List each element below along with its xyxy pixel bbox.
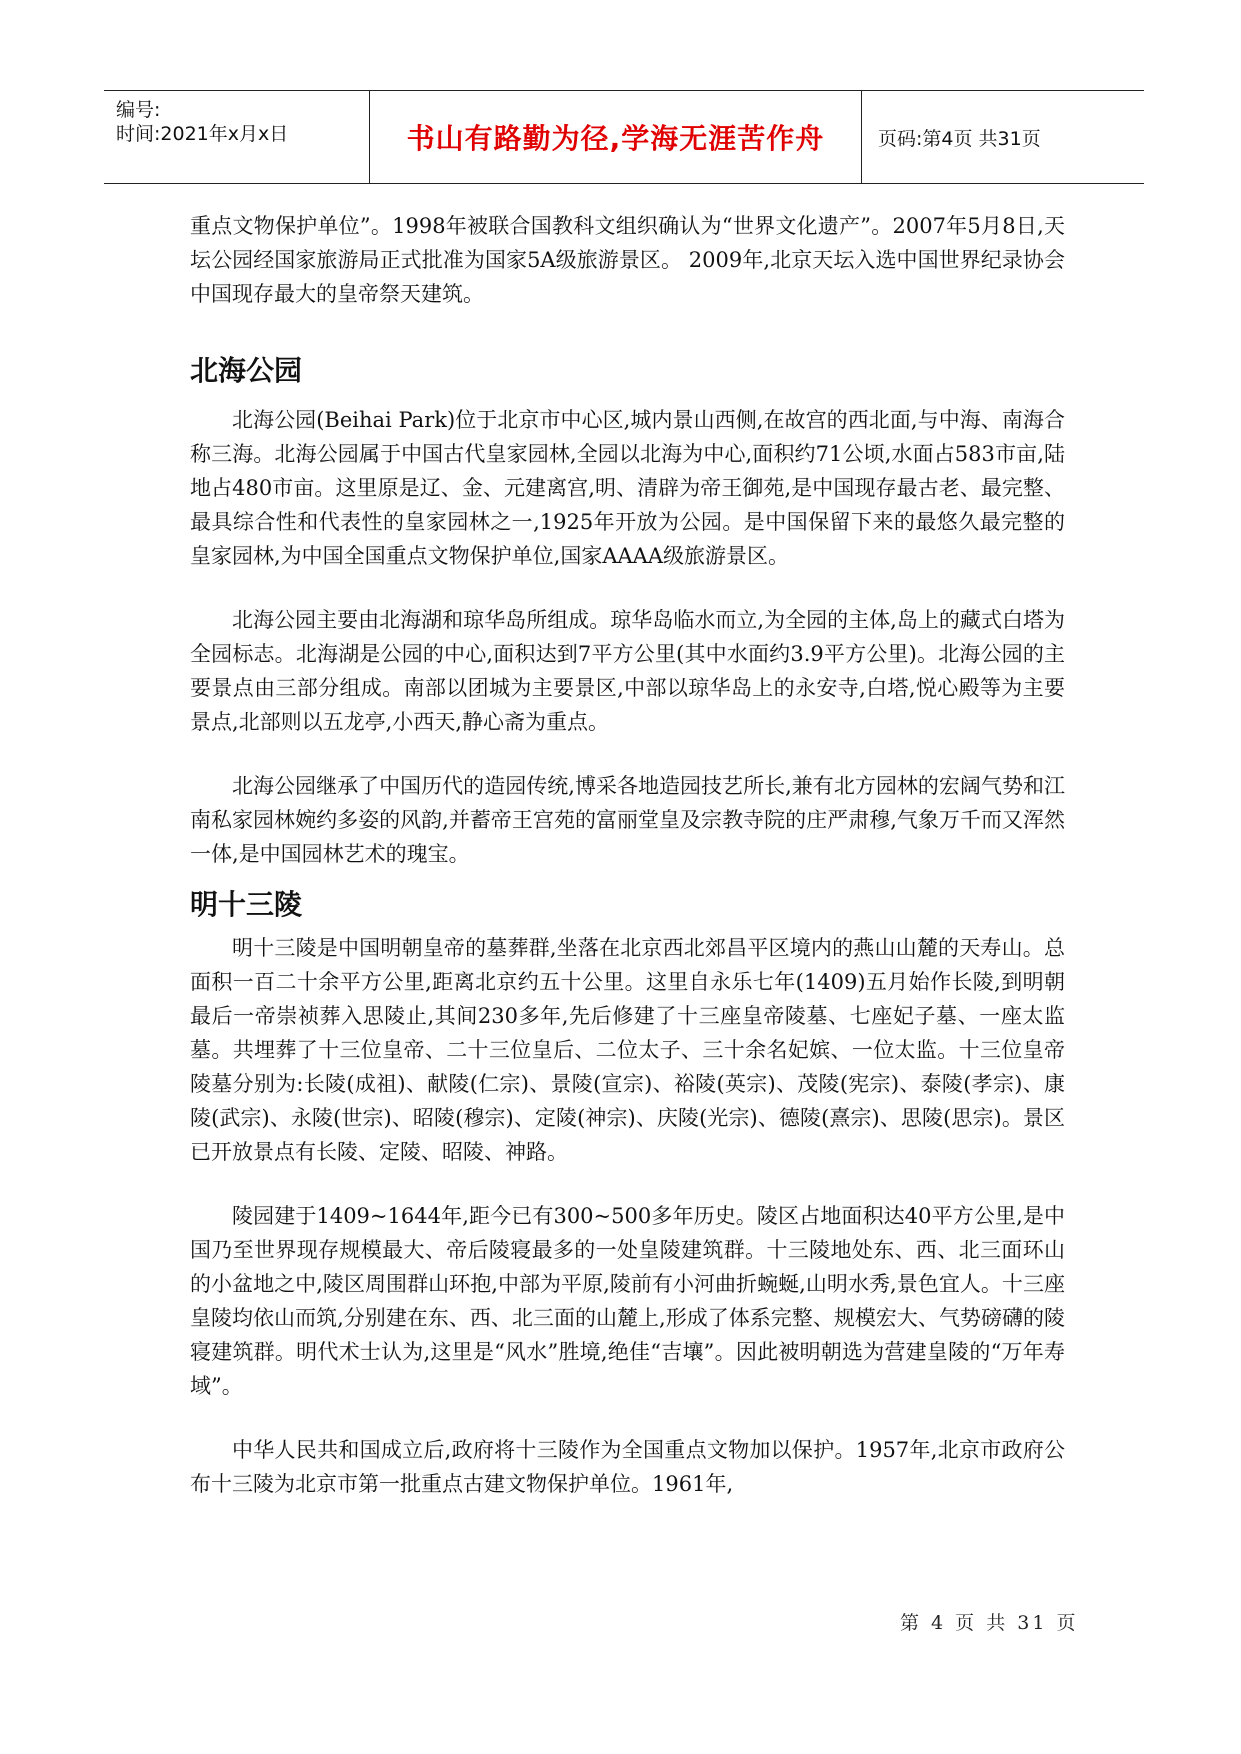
header-meta-cell (104, 91, 370, 183)
header-page-number: 页码:第4页 共31页 (878, 127, 1041, 150)
page-footer: 第 4 页 共 31 页 (900, 1612, 1079, 1634)
header-motto: 书山有路勤为径,学海无涯苦作舟 (406, 122, 825, 155)
beihai-paragraph-3: 北海公园继承了中国历代的造园传统,博采各地造园技艺所长,兼有北方园林的宏阔气势和江南私家园林婉约多姿的风韵,并蓄帝王宫苑的富丽堂皇及宗教寺院的庄严肃穆,气象万千而又浑然一体,是中国园林艺术的瑰宝。 (190, 774, 1065, 866)
intro-paragraph: 重点文物保护单位”。1998年被联合国教科文组织确认为“世界文化遗产”。2007年5月8日,天坛公园经国家旅游局正式批准为国家5A级旅游景区。 2009年,北京天坛入选中国世界纪录协会中国现存最大的皇帝祭天建筑。 (190, 214, 1065, 306)
document-body (190, 209, 1065, 1501)
section-title-ming-tombs: 明十三陵 (190, 888, 303, 921)
header-page-cell (862, 91, 1144, 183)
document-number-label: 编号: (116, 99, 161, 121)
beihai-paragraph-1: 北海公园(Beihai Park)位于北京市中心区,城内景山西侧,在故宫的西北面,与中海、南海合称三海。北海公园属于中国古代皇家园林,全园以北海为中心,面积约71公顷,水面占583市亩,陆地占480市亩。这里原是辽、金、元建离宫,明、清辟为帝王御苑,是中国现存最古老、最完整、最具综合性和代表性的皇家园林之一,1925年开放为公园。是中国保留下来的最悠久最完整的皇家园林,为中国全国重点文物保护单位,国家AAAA级旅游景区。 (190, 408, 1065, 568)
beihai-paragraph-2: 北海公园主要由北海湖和琼华岛所组成。琼华岛临水而立,为全园的主体,岛上的藏式白塔为全园标志。北海湖是公园的中心,面积达到7平方公里(其中水面约3.9平方公里)。北海公园的主要景点由三部分组成。南部以团城为主要景区,中部以琼华岛上的永安寺,白塔,悦心殿等为主要景点,北部则以五龙亭,小西天,静心斋为重点。 (190, 608, 1065, 734)
header-motto-cell (370, 91, 862, 183)
document-header (104, 90, 1144, 184)
ming-paragraph-3: 中华人民共和国成立后,政府将十三陵作为全国重点文物加以保护。1957年,北京市政府公布十三陵为北京市第一批重点古建文物保护单位。1961年, (190, 1438, 1065, 1496)
ming-paragraph-1: 明十三陵是中国明朝皇帝的墓葬群,坐落在北京西北郊昌平区境内的燕山山麓的天寿山。总面积一百二十余平方公里,距离北京约五十公里。这里自永乐七年(1409)五月始作长陵,到明朝最后一帝崇祯葬入思陵止,其间230多年,先后修建了十三座皇帝陵墓、七座妃子墓、一座太监墓。共埋葬了十三位皇帝、二十三位皇后、二位太子、三十余名妃嫔、一位太监。十三位皇帝陵墓分别为:长陵(成祖)、献陵(仁宗)、景陵(宣宗)、裕陵(英宗)、茂陵(宪宗)、泰陵(孝宗)、康陵(武宗)、永陵(世宗)、昭陵(穆宗)、定陵(神宗)、庆陵(光宗)、德陵(熹宗)、思陵(思宗)。景区已开放景点有长陵、定陵、昭陵、神路。 (190, 936, 1065, 1164)
ming-paragraph-2: 陵园建于1409~1644年,距今已有300~500多年历史。陵区占地面积达40平方公里,是中国乃至世界现存规模最大、帝后陵寝最多的一处皇陵建筑群。十三陵地处东、西、北三面环山的小盆地之中,陵区周围群山环抱,中部为平原,陵前有小河曲折蜿蜒,山明水秀,景色宜人。十三座皇陵均依山而筑,分别建在东、西、北三面的山麓上,形成了体系完整、规模宏大、气势磅礴的陵寝建筑群。明代术士认为,这里是“风水”胜境,绝佳“吉壤”。因此被明朝选为营建皇陵的“万年寿域”。 (190, 1204, 1065, 1398)
section-title-beihai: 北海公园 (190, 354, 303, 387)
document-time-label: 时间:2021年x月x日 (116, 123, 289, 145)
